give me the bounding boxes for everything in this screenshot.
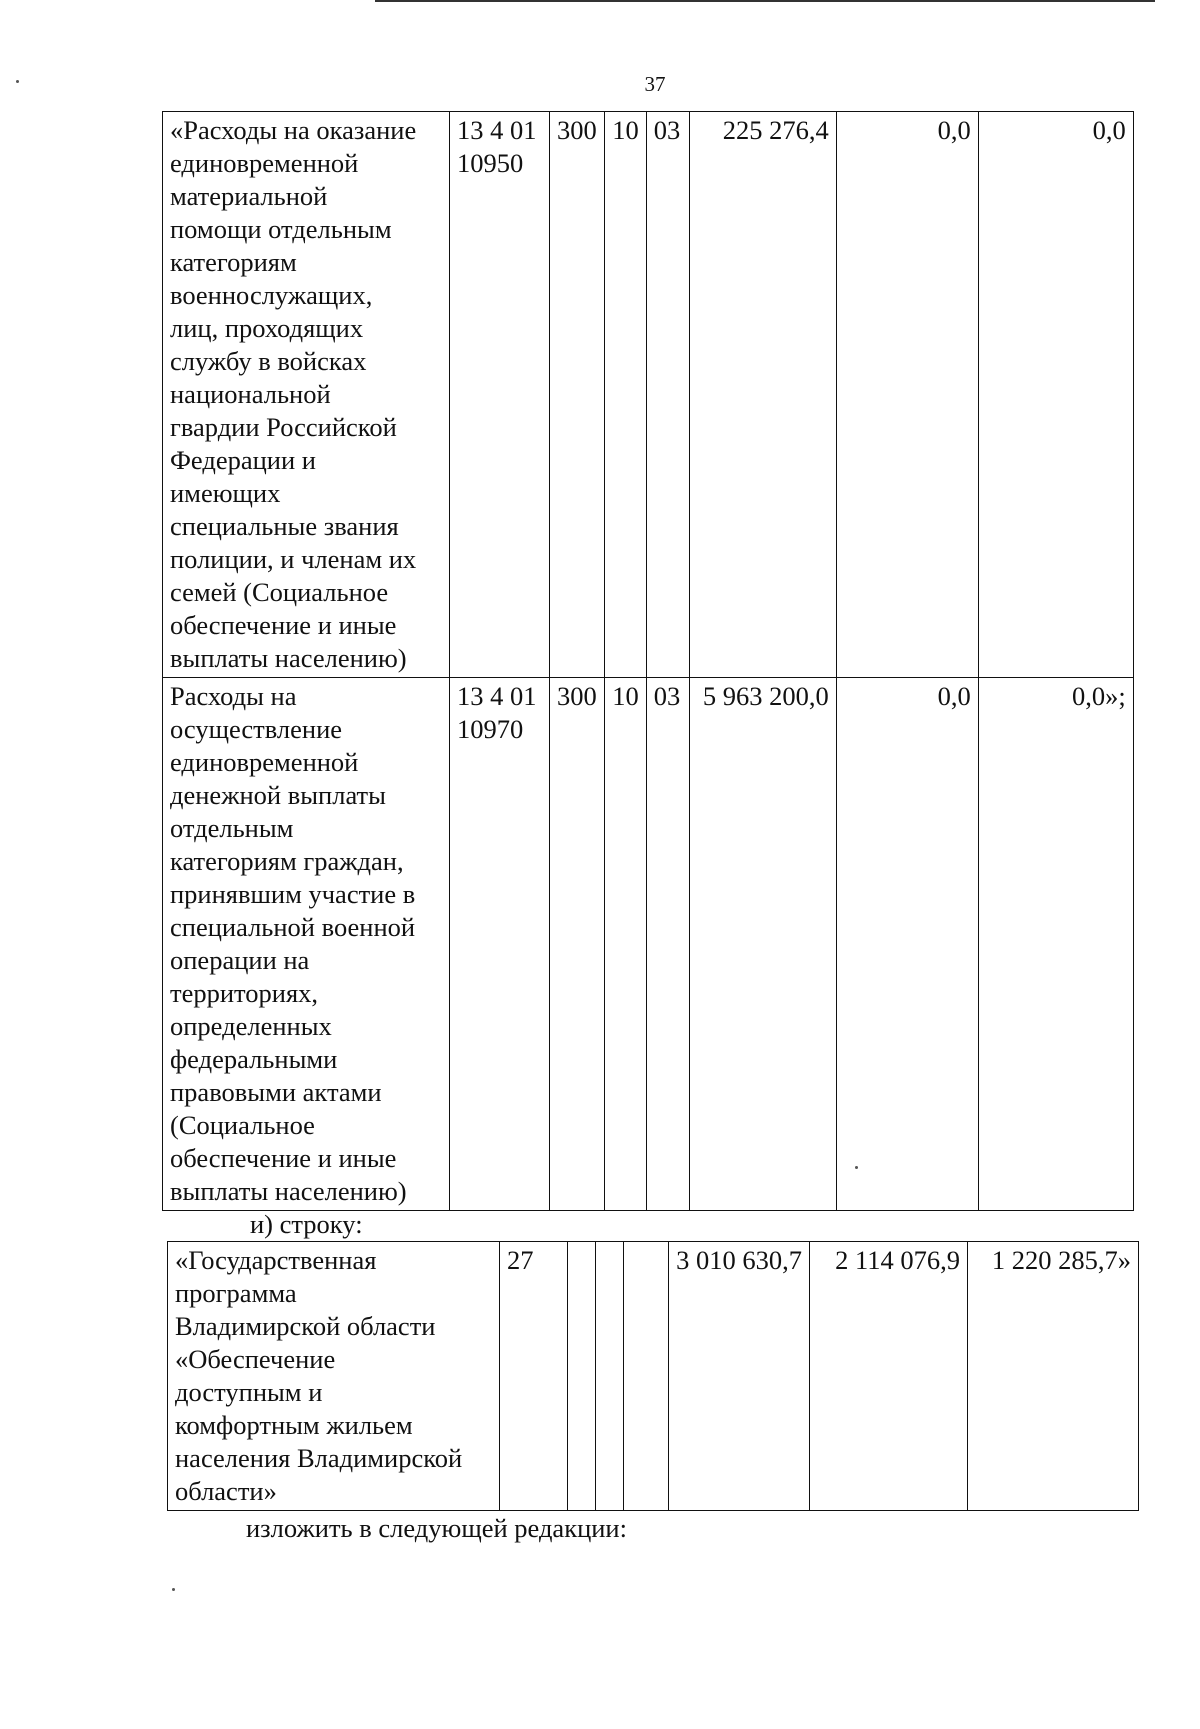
amendment-caption: и) строку: xyxy=(250,1209,363,1239)
amount-cell: 2 114 076,9 xyxy=(810,1242,968,1511)
subsection-cell: 03 xyxy=(646,112,689,678)
amount-cell: 3 010 630,7 xyxy=(669,1242,810,1511)
amount-cell: 0,0 xyxy=(836,678,978,1211)
amendment-caption: изложить в следующей редакции: xyxy=(246,1513,627,1543)
program-table xyxy=(167,1241,1139,1511)
subsection-cell: 03 xyxy=(646,678,689,1211)
section-cell: 10 xyxy=(604,678,646,1211)
amount-cell: 0,0»; xyxy=(978,678,1133,1211)
expenses-table xyxy=(162,111,1134,1211)
amount-cell: 1 220 285,7» xyxy=(968,1242,1139,1511)
scan-speck xyxy=(16,80,19,83)
section-cell xyxy=(596,1242,624,1511)
page-number: 37 xyxy=(644,72,666,96)
section-cell: 10 xyxy=(604,112,646,678)
expense-type-cell: 300 xyxy=(550,112,605,678)
target-article-cell: 13 4 01 10970 xyxy=(450,678,550,1211)
program-name-cell: «Государственная программа Владимирской области «Обеспечение доступным и комфортным жильем населения Владимирской области» xyxy=(168,1242,500,1511)
expense-type-cell: 300 xyxy=(550,678,605,1211)
amount-cell: 225 276,4 xyxy=(689,112,836,678)
amount-cell: 0,0 xyxy=(836,112,978,678)
table-row xyxy=(163,112,1134,678)
scan-speck xyxy=(855,1166,858,1169)
target-article-cell: 27 xyxy=(500,1242,568,1511)
amount-cell: 0,0 xyxy=(978,112,1133,678)
top-rule xyxy=(375,0,1155,2)
expense-name-cell: «Расходы на оказание единовременной материальной помощи отдельным категориям военнослужащих, лиц, проходящих службу в войсках национальной гвардии Российской Федерации и имеющих специальные звания полиции, и членам их семей (Социальное обеспечение и иные выплаты населению) xyxy=(163,112,450,678)
expense-name-cell: Расходы на осуществление единовременной денежной выплаты отдельным категориям граждан, принявшим участие в специальной военной операции на территориях, определенных федеральными правовыми актами (Социальное обеспечение и иные выплаты населению) xyxy=(163,678,450,1211)
subsection-cell xyxy=(624,1242,669,1511)
target-article-cell: 13 4 01 10950 xyxy=(450,112,550,678)
scan-speck xyxy=(172,1588,175,1591)
expense-type-cell xyxy=(568,1242,596,1511)
table-row xyxy=(163,678,1134,1211)
amount-cell: 5 963 200,0 xyxy=(689,678,836,1211)
table-row xyxy=(168,1242,1139,1511)
